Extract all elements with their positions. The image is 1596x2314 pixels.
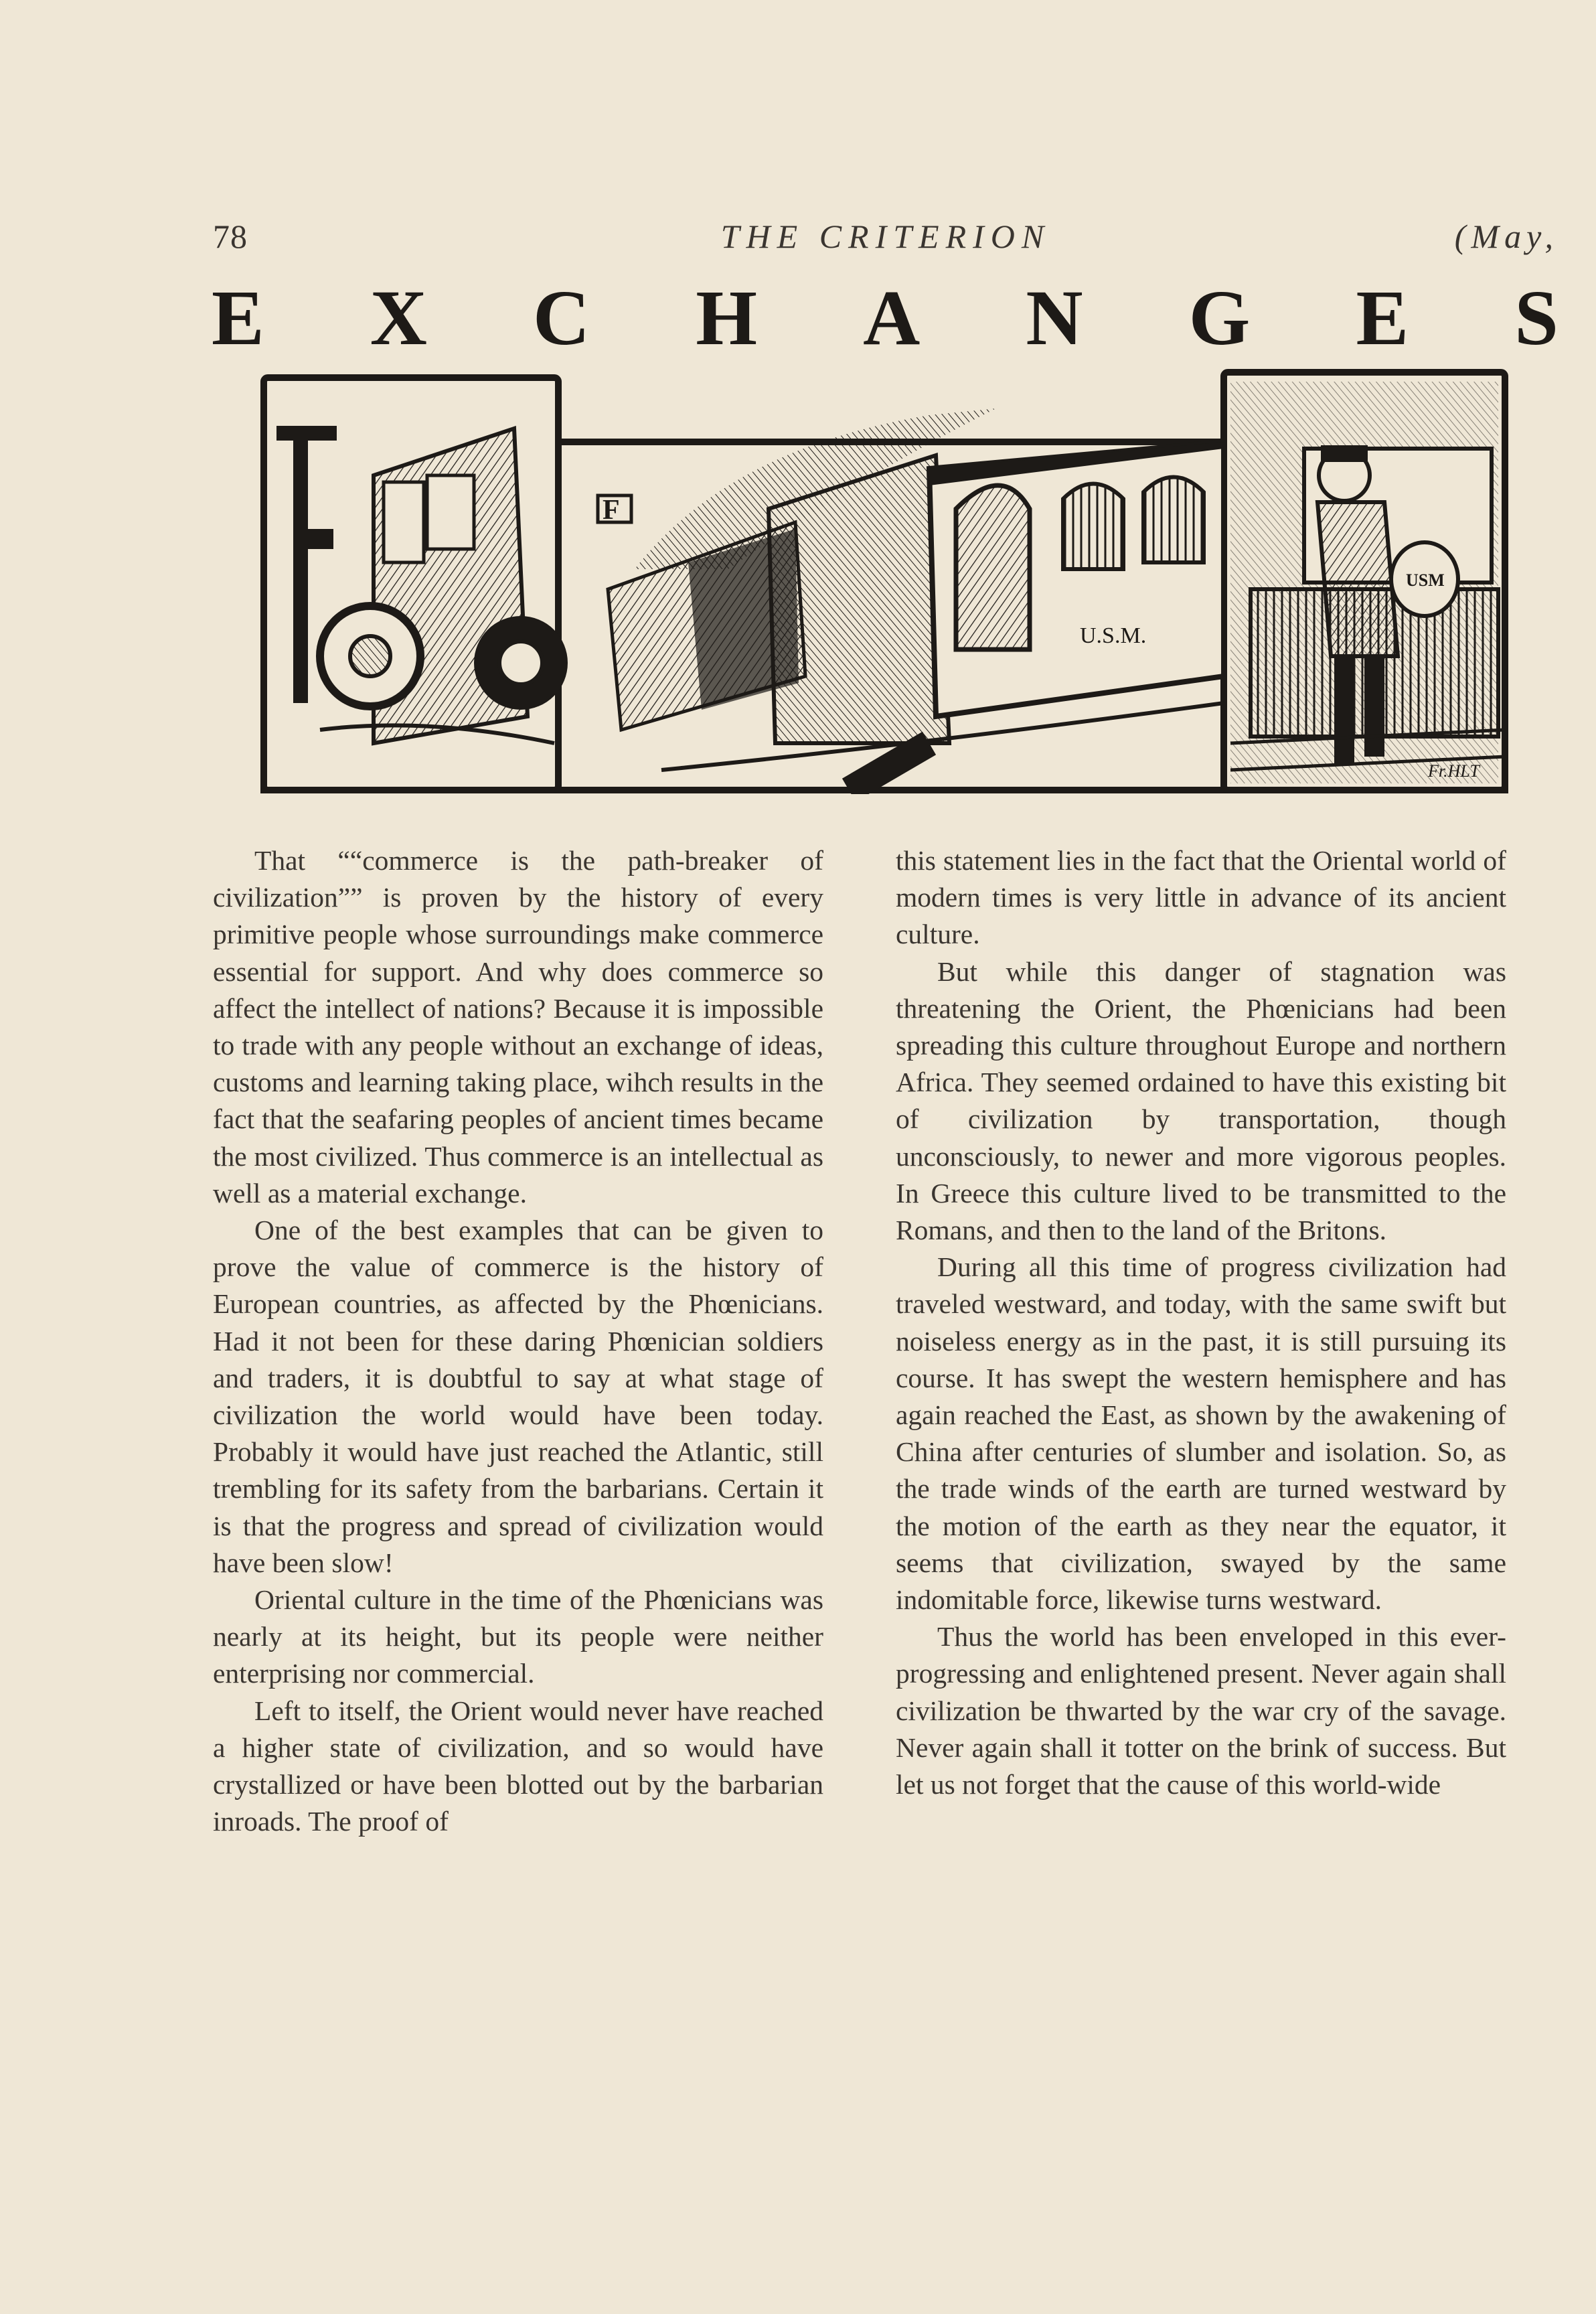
artist-signature: Fr.HLT <box>1428 761 1480 781</box>
article-paragraph: Left to itself, the Orient would never have reached a higher state of civilization, and so would have crystallized or have been blotted out by the barbarian inroads. The proof of <box>213 1695 823 1837</box>
issue-label: (May, <box>1454 218 1559 255</box>
running-header <box>213 213 1559 260</box>
header-illustration <box>260 368 1509 794</box>
article-left-column <box>213 842 823 1840</box>
title-letter: N <box>1026 274 1083 362</box>
title-letter: S <box>1514 274 1559 362</box>
title-letter: H <box>696 274 758 362</box>
illustration-drawing <box>260 368 1509 794</box>
page-number: 78 <box>213 218 248 255</box>
journal-title: THE CRITERION <box>720 218 1051 255</box>
sign-letter: F <box>603 495 620 526</box>
title-letter: E <box>212 274 264 362</box>
title-letter: G <box>1188 274 1251 362</box>
article-paragraph-continued: this statement lies in the fact that the Oriental world of modern times is very little in advance of its ancient culture. <box>896 845 1506 950</box>
title-letter: C <box>533 274 590 362</box>
article-paragraph: One of the best examples that can be given to prove the value of commerce is the history of European countries, as affected by the Phœnicians. Had it not been for these daring Phœnician soldiers and traders, it is doubtful to say at what stage of civilization the world would have been today. Probably it would have just reached the Atlantic, still trembling for its safety from the barbarians. Certain it is that the progress and spread of civilization would have been slow! <box>213 1215 823 1578</box>
mail-bag-label: USM <box>1406 570 1445 590</box>
section-title <box>212 275 1559 362</box>
title-letter: E <box>1356 274 1409 362</box>
article-paragraph: That ““commerce is the path-breaker of civilization”” is proven by the history of every primitive people whose surroundings make commerce essential for support. And why does commerce so affect the intellect of nations? Because it is impossible to trade with any people without an exchange of ideas, customs and learning taking place, wihch results in the fact that the seafaring peoples of ancient times became the most civilized. Thus commerce is an intellectual as well as a material exchange. <box>213 845 823 1209</box>
article-paragraph: But while this danger of stagnation was threatening the Orient, the Phœnicians had been spreading this culture throughout Europe and northern Africa. They seemed ordained to have this existing bit of civilization by transportation, though unconsciously, to newer and more vigorous peoples. In Greece this culture lived to be transmitted to the Romans, and then to the land of the Britons. <box>896 955 1506 1246</box>
title-letter: X <box>370 274 427 362</box>
article-paragraph: Thus the world has been enveloped in this ever-progressing and enlightened present. Never again shall civilization be thwarted by the war cry of the savage. Never again shall it totter on the brink of success. But let us not forget that the cause of this world-wide <box>896 1621 1506 1800</box>
postman-drawing <box>1230 382 1505 783</box>
article-paragraph: Oriental culture in the time of the Phœnicians was nearly at its height, but its people were neither enterprising nor commercial. <box>213 1584 823 1689</box>
title-letter: A <box>863 274 921 362</box>
article-paragraph: During all this time of progress civilization had traveled westward, and today, with the same swift but noiseless energy as in the past, it is still pursuing its course. It has swept the western hemisphere and has again reached the East, as shown by the awakening of China after centuries of slumber and isolation. So, as the trade winds of the earth are turned westward by the motion of the earth as they near the equator, it seems that civilization, swayed by the same indomitable force, likewise turns westward. <box>896 1251 1506 1616</box>
article-right-column <box>896 842 1506 1803</box>
car-label: U.S.M. <box>1080 623 1147 648</box>
